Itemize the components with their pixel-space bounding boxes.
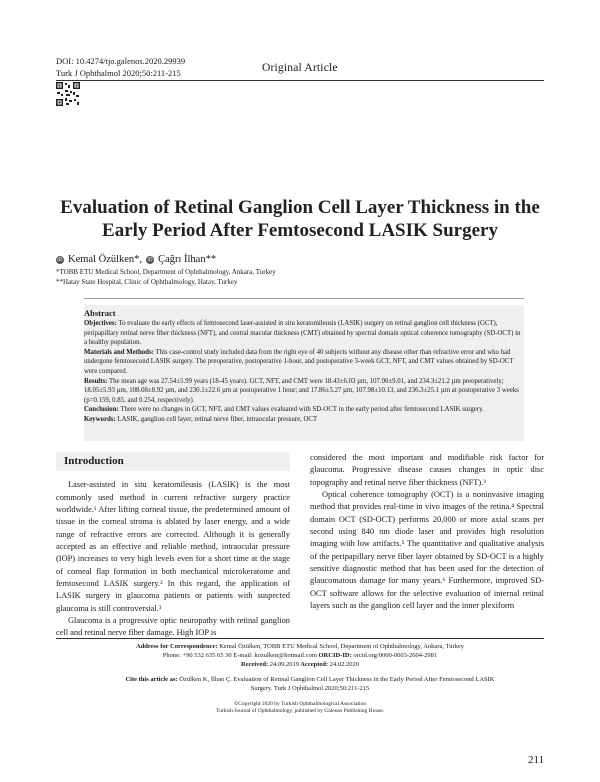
left-column bbox=[56, 452, 290, 640]
affiliation: **Hatay State Hospital, Clinic of Ophthalmology, Hatay, Turkey bbox=[56, 278, 238, 286]
page-number: 211 bbox=[528, 754, 545, 766]
qr-code-icon bbox=[56, 82, 80, 106]
abstract-heading: Abstract bbox=[84, 308, 116, 318]
affiliation: *TOBB ETU Medical School, Department of Ophthalmology, Ankara, Turkey bbox=[56, 268, 276, 276]
section-heading-introduction: Introduction bbox=[64, 455, 124, 467]
abstract-methods: Materials and Methods: This case-control study included data from the right eye of 40 subjects without any disease other than refractive error and who had undergone femtosecond LASIK surgery. The preoperative, postoperative 1-hour, and postoperative 3-week GCT, NFT, and CMT values obtained by SD-OCT were compared. bbox=[84, 348, 514, 375]
abstract-results: Results: The mean age was 27.54±5.99 years (18-45 years). GCT, NFT, and CMT were 18.43±6.03 µm, 107.90±9.01, and 234.3±21.2 µm preoperatively; 18.05±5.93 µm, 108.08±8.92 µm, and 230.1±22.6 µm at postoperative 1 hour; and 17.86±5.27 µm, 107.98±10.13, and 236.3±25.1 µm at postoperative 3 weeks (p=0.159, 0.85, and 0.254, respectively). bbox=[84, 377, 519, 404]
paragraph: Laser-assisted in situ keratomileusis (LASIK) is the most commonly used method in current refractive surgery practice worldwide.¹ After lifting corneal tissue, the predetermined amount of tissue in the corneal stroma is ablated by laser energy, and a wide range of refractive errors are corrected. Although it is generally accepted as an effective and reliable method, intraocular pressure (IOP) increases to very high levels even for a short time at the stage of corneal flap formation in both mechanical microkeratome and femtosecond LASIK surgery.² In this regard, the application of LASIK surgery in glaucoma patients or patients with suspected glaucoma is still controversial.³ bbox=[56, 480, 290, 613]
paragraph: considered the most important and modifiable risk factor for glaucoma. Progressive disease causes changes in optic disc topography and retinal nerve fiber thickness (NFT).³ bbox=[310, 453, 544, 487]
journal-ref: Turk J Ophthalmol 2020;50:211-215 bbox=[56, 68, 181, 78]
doi: DOI: 10.4274/tjo.galenos.2020.29939 bbox=[56, 56, 186, 66]
orcid-icon[interactable]: iD bbox=[57, 256, 63, 263]
cite-block: Cite this article as: Özülken K, İlhan Ç. Evaluation of Retinal Ganglion Cell Layer Thickness in the Early Period After Femtosecond LASIK Surgery. Turk J Ophthalmol 2020;50:211-215 bbox=[125, 676, 495, 692]
abstract-conclusion: Conclusion: There were no changes in GCT, NFT, and CMT values evaluated with SD-OCT in the early period after femtosecond LASIK surgery. bbox=[84, 406, 484, 414]
author-name: Çağrı İlhan** bbox=[158, 254, 217, 265]
right-column bbox=[310, 452, 544, 612]
header-rule bbox=[56, 80, 544, 81]
abstract-objectives: Objectives: To evaluate the early effects of femtosecond laser-assisted in situ keratomileusis (LASIK) surgery on retinal ganglion cell thickness (GCT), peripapillary retinal nerve fiber thickness (NFT), and central macular thickness (CMT) obtained by spectral domain optical coherence tomography (SD-OCT) in a healthy population. bbox=[84, 320, 521, 347]
correspondence-block: Address for Correspondence: Kemal Özülken, TOBB ETU Medical School, Department of Ophthalmology, Ankara, Turkey Phone: +90 532 635 65 30 E-mail: kozulken@hotmail.com ORCID-ID: orcid.org/0000-0003-2604-2981 Received: 24.09.2019 Accepted: 24.02.2020 bbox=[135, 643, 465, 668]
copyright-block bbox=[150, 701, 450, 715]
author-name: Kemal Özülken*, bbox=[68, 254, 143, 265]
author-list bbox=[56, 254, 216, 265]
abstract-keywords: Keywords: LASIK, ganglion cell layer, retinal nerve fiber, intraocular pressure, OCT bbox=[84, 415, 318, 423]
footer-rule bbox=[56, 638, 544, 639]
article-title: Evaluation of Retinal Ganglion Cell Layer Thickness in the Early Period After Femtosecond LASIK Surgery bbox=[60, 197, 540, 241]
abstract-box bbox=[84, 305, 524, 441]
publisher-line: Turkish Journal of Ophthalmology, published by Galenos Publishing House. bbox=[215, 708, 385, 714]
orcid-icon[interactable]: iD bbox=[147, 256, 153, 263]
abstract-rule bbox=[84, 298, 524, 299]
contact-line: Phone: +90 532 635 65 30 E-mail: kozulken@hotmail.com bbox=[162, 652, 317, 659]
paragraph: Glaucoma is a progressive optic neuropathy with retinal ganglion cell and retinal nerve fiber damage. High IOP is bbox=[56, 616, 290, 638]
article-type: Original Article bbox=[262, 62, 338, 74]
paragraph: Optical coherence tomography (OCT) is a noninvasive imaging method that provides real-time in vivo images of the retina.⁴ Spectral domain OCT (SD-OCT) performs 20,000 or more axial scans per second using 840 nm diode laser and provides high resolution imaging with low artifacts.⁵ The quantitative and qualitative analysis of the peripapillary nerve fiber layer obtained by SD-OCT is a highly sensitive diagnostic method that has been used for the detection of glaucomatous damage for many years.⁶ Furthermore, improved SD-OCT software allows for the selective evaluation of internal retinal layers such as the ganglion cell layer and the inner plexiform bbox=[310, 490, 544, 611]
doi-block bbox=[56, 55, 185, 79]
copyright-line: ©Copyright 2020 by Turkish Ophthalmological Association bbox=[233, 701, 367, 707]
